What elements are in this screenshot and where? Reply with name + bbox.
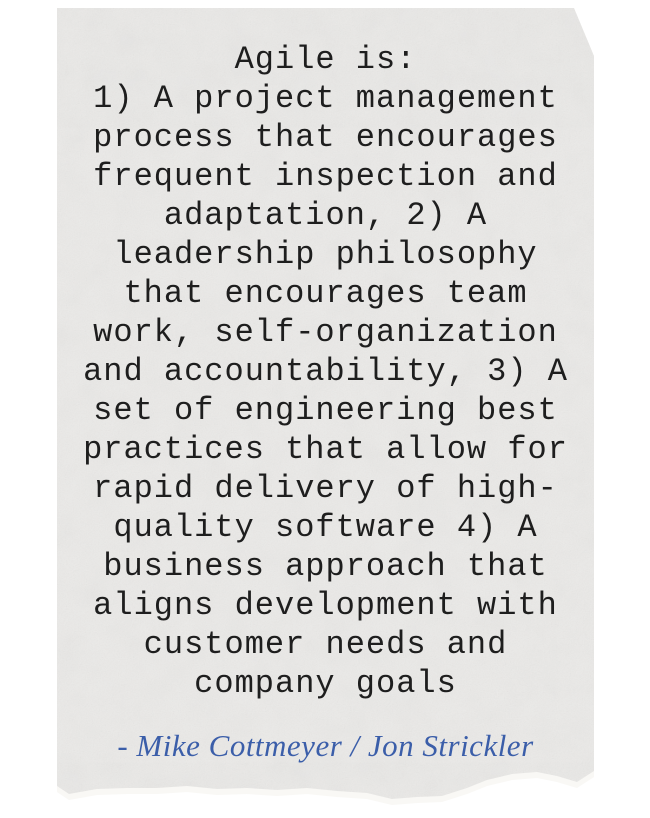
- quote-line: leadership philosophy: [113, 236, 538, 273]
- quote-lines: [57, 40, 594, 703]
- quote-line: process that encourages: [93, 119, 558, 156]
- quote-line: quality software 4) A: [113, 509, 538, 546]
- quote-content: [57, 8, 594, 809]
- quote-line: rapid delivery of high-: [93, 470, 558, 507]
- quote-line: set of engineering best: [93, 392, 558, 429]
- quote-line: aligns development with: [93, 587, 558, 624]
- attribution: - Mike Cottmeyer / Jon Strickler: [117, 728, 534, 763]
- quote-line: frequent inspection and: [93, 158, 558, 195]
- quote-line: customer needs and: [143, 626, 508, 663]
- quote-line: 1) A project management: [93, 80, 558, 117]
- quote-line: Agile is:: [234, 41, 417, 78]
- quote-line: that encourages team: [123, 275, 528, 312]
- quote-line: adaptation, 2) A: [163, 197, 488, 234]
- quote-line: practices that allow for: [83, 431, 568, 468]
- torn-paper: [57, 8, 594, 809]
- quote-line: company goals: [194, 665, 457, 702]
- quote-line: work, self-organization: [93, 314, 558, 351]
- quote-line: business approach that: [103, 548, 548, 585]
- quote-line: and accountability, 3) A: [83, 353, 568, 390]
